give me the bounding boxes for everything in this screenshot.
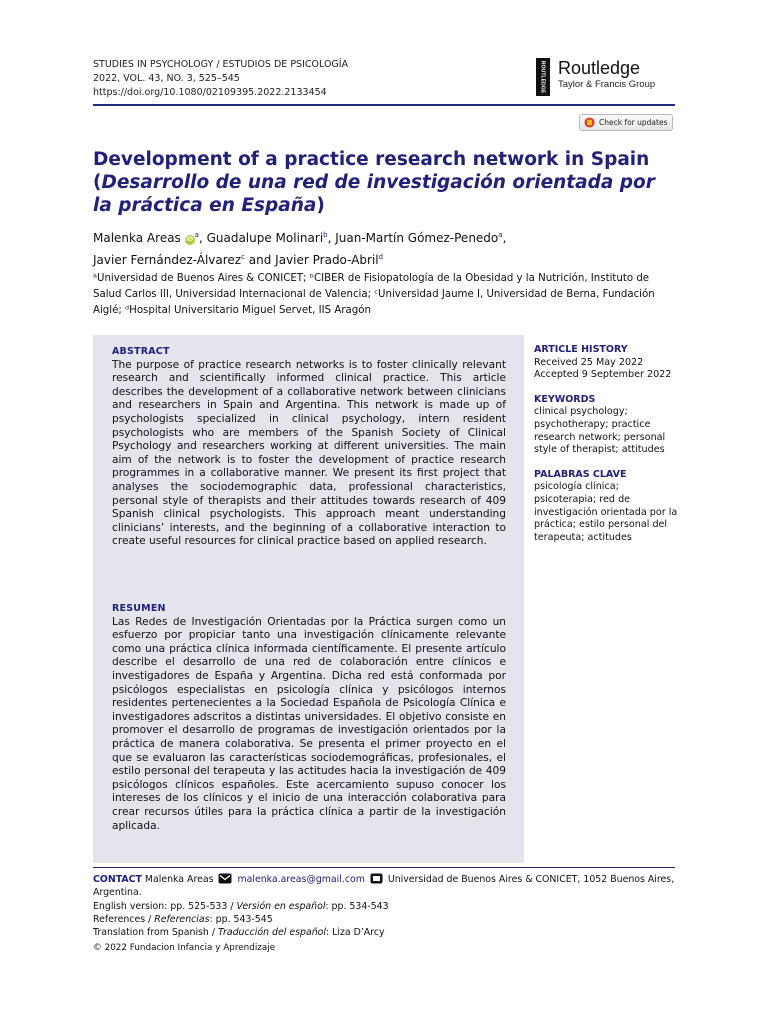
copyright-notice: © 2022 Fundacion Infancia y Aprendizaje	[93, 943, 276, 953]
resumen-section	[112, 602, 506, 833]
title-close-paren: )	[316, 195, 325, 216]
abstract-heading: ABSTRACT	[112, 346, 170, 357]
article-history-heading: ARTICLE HISTORY	[534, 344, 628, 355]
author-affiliation-mark: c	[241, 253, 245, 261]
publisher-logo	[536, 58, 655, 96]
title-spanish: Desarrollo de una red de investigación orientada por la práctica en España	[93, 172, 655, 216]
journal-volume: 2022, VOL. 43, NO. 3, 525–545	[93, 73, 240, 84]
palabras-clave-list: psicología clínica; psicoterapia; red de investigación orientada por la práctica; estilo personal del terapeuta; actitudes	[534, 481, 678, 543]
contact-label: CONTACT	[93, 874, 142, 885]
keywords-heading: KEYWORDS	[534, 393, 596, 405]
publisher-subtitle: Taylor & Francis Group	[558, 79, 656, 90]
affiliations: ᵃUniversidad de Buenos Aires & CONICET; ᵇCIBER de Fisiopatología de la Obesidad y la Nutrición, Instituto de Salud Carlos III, Universidad Internacional de Valencia; ᶜUniversidad Jaume I, Universidad de Berna, Fundación Aiglé; ᵈHospital Universitario Miguel Servet, IIS Aragón	[93, 273, 655, 316]
received-date: Received 25 May 2022	[534, 356, 644, 368]
resumen-text: Las Redes de Investigación Orientadas por la Práctica surgen como un esfuerzo por propiciar tanto una investigación clínicamente relevante como una práctica clínica informada científicamente. El presente artículo describe el desarrollo de una red de colaboración entre clínicos e investigadores de España y Argentina. Dicha red está conformada por psicólogos especialistas en psicología clínica y psicólogos internos residentes pertenecientes a la Sociedad Española de Psicología Clínica e investigadores adscritos a distintas universidades. El objetivo consiste en promover el desarrollo de programas de investigación orientados por la práctica de manera colaborativa. Se presenta el primer proyecto en el que se evaluaron las características sociodemográficas, profesionales, el estilo personal del terapeuta y las actitudes hacia la investigación de 409 psicólogos clínicos españoles. Este acercamiento supuso conocer los intereses de los clínicos y el inicio de una interacción colaborativa para crear recursos útiles para la práctica clínica a partir de la investigación aplicada.	[112, 615, 506, 832]
title-english: Development of a practice research network in Spain	[93, 149, 650, 170]
translation-line: Translation from Spanish / Traducción del español: Liza D’Arcy	[93, 927, 385, 939]
author-name: Javier Fernández-Álvarez	[93, 253, 242, 267]
footer-divider	[93, 867, 675, 868]
header-divider	[93, 104, 675, 106]
routledge-logo-text: ROUTLEDGE	[539, 60, 546, 94]
article-sidebar	[534, 344, 679, 544]
orcid-icon[interactable]: iD	[186, 236, 194, 243]
publisher-name: Routledge	[558, 58, 641, 78]
author-name: Guadalupe Molinari	[206, 231, 324, 245]
contact-name: Malenka Areas	[144, 874, 214, 885]
contact-email-link[interactable]: malenka.areas@gmail.com	[237, 874, 365, 885]
article-title	[93, 148, 673, 217]
check-updates-label: Check for updates	[599, 118, 668, 127]
author-affiliation-mark: a	[194, 231, 199, 239]
palabras-clave-heading: PALABRAS CLAVE	[534, 468, 627, 480]
author-list: Malenka Areas $iD^a$, Guadalupe Molinari$^b$, Juan-Martín Gómez-Penedo$^a$, Javier Fernández-Álvarez$^c$ and Javier Prado-Abril$^d$	[93, 231, 507, 267]
author-affiliation-mark: d	[378, 253, 384, 261]
abstract-section	[112, 345, 506, 549]
author-name: Malenka Areas	[93, 231, 181, 245]
title-open-paren: (	[93, 172, 102, 193]
check-for-updates-button[interactable]	[579, 114, 673, 131]
author-affiliation-mark: b	[323, 231, 328, 239]
journal-header	[93, 58, 348, 100]
author-affiliation-mark: a	[498, 231, 503, 239]
accepted-date: Accepted 9 September 2022	[534, 369, 672, 381]
abstract-text: The purpose of practice research networks is to foster clinically relevant research and scientifically informed clinical practice. This article describes the development of a collaborative network between clinicians and researchers in Spain and Argentina. This network is made up of psychologists specialized in clinical psychology, intern resident psychologists who are members of the Spanish Society of Clinical Psychology and researchers working at different universities. The main aim of the network is to foster the development of practice research programmes in a collaborative manner. We present its first project that analyses the sociodemographic data, professional characteristics, personal style of therapists and their attitudes towards research of 409 Spanish clinical psychologists. This approach meant understanding clinicians’ interests, and the beginning of a collaborative interaction to create useful resources for clinical practice based on applied research.	[112, 358, 506, 548]
author-name: Javier Prado-Abril	[275, 253, 379, 267]
resumen-heading: RESUMEN	[112, 603, 166, 614]
address-icon	[370, 873, 383, 884]
routledge-logo-icon	[536, 58, 550, 96]
keywords-list: clinical psychology; psychotherapy; practice research network; personal style of therapist; attitudes	[534, 406, 666, 456]
email-icon	[218, 873, 232, 884]
journal-doi[interactable]: https://doi.org/10.1080/02109395.2022.2133454	[93, 87, 327, 98]
contact-line	[93, 873, 678, 899]
author-name: Juan-Martín Gómez-Penedo	[335, 231, 499, 245]
references-line: References / Referencias: pp. 543-545	[93, 914, 273, 926]
contact-address: Universidad de Buenos Aires & CONICET, 1052 Buenos Aires, Argentina.	[93, 874, 675, 899]
version-info	[93, 900, 389, 940]
journal-name: STUDIES IN PSYCHOLOGY / ESTUDIOS DE PSICOLOGÍA	[93, 59, 349, 70]
english-version-line: English version: pp. 525-533 / Versión en español: pp. 534-543	[93, 901, 389, 912]
check-updates-icon	[584, 117, 595, 128]
